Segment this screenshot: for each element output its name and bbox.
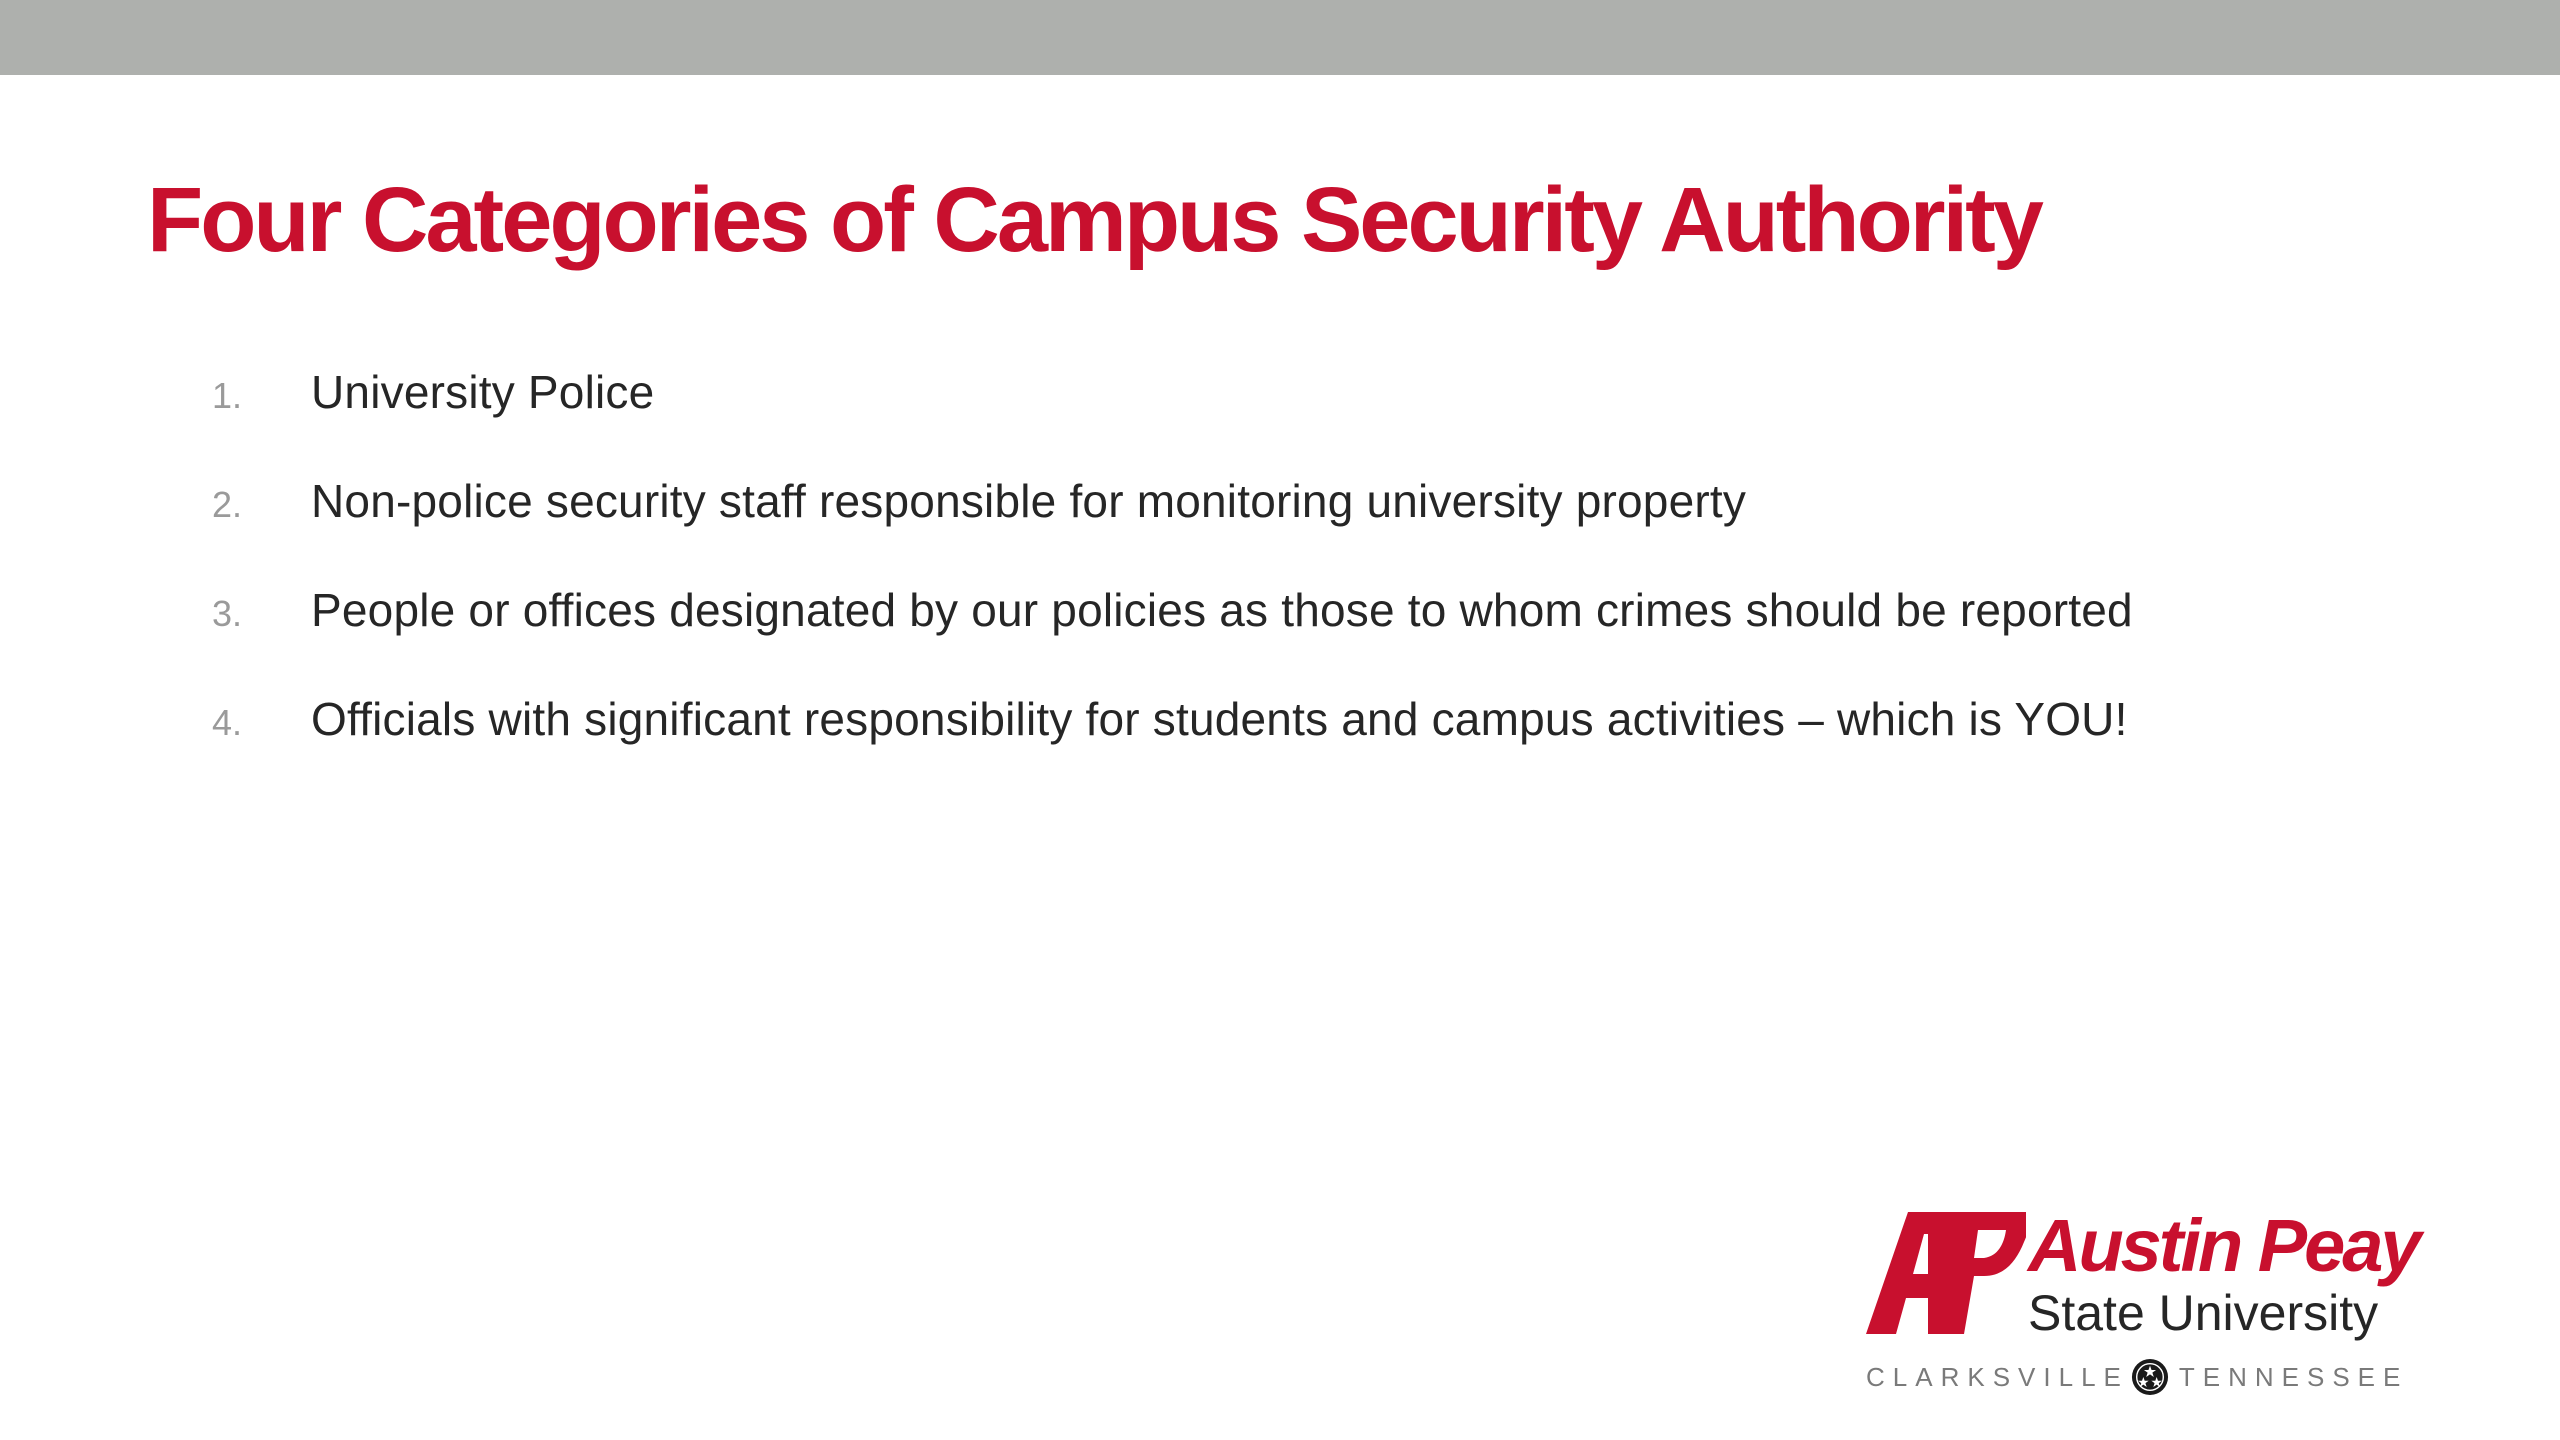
list-number: 3.	[212, 593, 243, 634]
list-text: Officials with significant responsibility for students and campus activities – which is YOU!	[311, 693, 2128, 745]
logo-location	[1866, 1358, 2426, 1396]
list-text: People or offices designated by our policies as those to whom crimes should be reported	[311, 584, 2133, 636]
list-number: 2.	[212, 484, 243, 525]
logo-name: Austin Peay	[2028, 1204, 2419, 1287]
list-item	[212, 583, 2133, 692]
category-list	[212, 365, 2133, 801]
list-number: 1.	[212, 375, 243, 416]
logo-city: CLARKSVILLE	[1866, 1361, 2129, 1392]
university-logo	[1866, 1204, 2436, 1395]
top-bar	[0, 0, 2560, 75]
list-number: 4.	[212, 702, 243, 743]
slide-title: Four Categories of Campus Security Authority	[147, 169, 2041, 271]
logo-state: TENNESSEE	[2178, 1361, 2409, 1392]
list-text: Non-police security staff responsible for monitoring university property	[311, 475, 1747, 527]
list-item	[212, 474, 2133, 583]
tennessee-tri-star-icon	[2131, 1358, 2169, 1396]
list-item	[212, 365, 2133, 474]
ap-monogram-icon	[1866, 1212, 2026, 1337]
logo-subtitle: State University	[2028, 1285, 2379, 1341]
list-text: University Police	[311, 366, 655, 418]
list-item	[212, 692, 2133, 801]
